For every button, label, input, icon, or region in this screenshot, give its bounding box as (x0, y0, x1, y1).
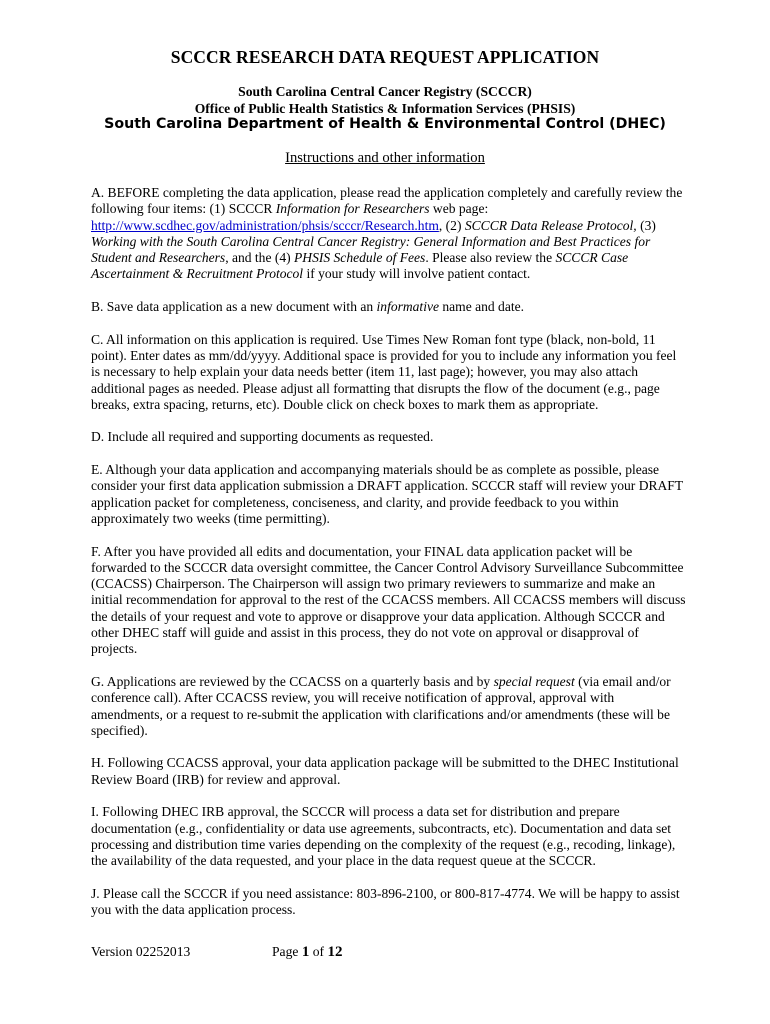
department-name: South Carolina Department of Health & Environmental Control (DHEC) (104, 116, 666, 132)
office-name: Office of Public Health Statistics & Information Services (PHSIS) (194, 101, 576, 116)
research-web-page-link[interactable]: http://www.scdhec.gov/administration/phsis/scccr/Research.htm (91, 217, 439, 233)
paragraph-i: I. Following DHEC IRB approval, the SCCCR will process a data set for distribution and prepare documentation (e.g., confidentiality or data use agreements, subcontracts, etc). Documentation and data set processing and distribution time varies depending on the complexity of the request (e.g., recoding, linkage), the availability of the data requested, and your place in the data request queue at the SCCCR. (91, 804, 676, 869)
page-word: Page (272, 944, 302, 959)
para-a-italic-3: Working with the South Carolina Central Cancer Registry: General Information and Best Practices for Student and Researchers (91, 233, 651, 266)
total-pages: 12 (327, 944, 343, 960)
instructions-heading: Instructions and other information (285, 150, 485, 166)
para-b-text-1: B. Save data application as a new document with an (91, 299, 377, 315)
page-number (272, 944, 342, 961)
page-title: SCCCR RESEARCH DATA REQUEST APPLICATION (170, 47, 600, 67)
version-label: Version 02252013 (91, 944, 191, 959)
para-g-text-2: (via email and/or conference call). After CCACSS review, you will receive notification of approval, approval with amendments, or a request to re-submit the application with clarifications and/or amendments (these will be specified). (91, 673, 671, 738)
paragraph-e: E. Although your data application and accompanying materials should be as complete as possible, please consider your first data application submission a DRAFT application. SCCCR staff will review your DRAFT application packet for completeness, conciseness, and clarity, and provide feedback to you within approximately two weeks (time permitting). (91, 462, 683, 526)
current-page: 1 (301, 944, 310, 960)
para-g-text-1: G. Applications are reviewed by the CCACSS on a quarterly basis and by (91, 673, 494, 689)
para-a-text-6: . Please also review the (425, 250, 556, 266)
para-b-text-2: name and date. (439, 299, 525, 315)
paragraph-g (91, 674, 686, 739)
registry-name: South Carolina Central Cancer Registry (SCCCR) (238, 84, 532, 99)
instructions-body (91, 185, 686, 935)
of-word: of (309, 944, 328, 959)
para-a-text-4: (3) (636, 217, 656, 233)
para-a-text-3: , (2) (438, 217, 465, 233)
para-a-italic-2: SCCCR Data Release Protocol, (464, 217, 637, 233)
para-a-italic-1: Information for Researchers (275, 201, 430, 217)
para-a-italic-5: SCCCR Case Ascertainment & Recruitment Protocol (91, 250, 629, 282)
para-a-text-1: A. BEFORE completing the data application, please read the application completely and carefully review the following four items: (1) SCCCR (91, 185, 683, 217)
paragraph-c: C. All information on this application is required. Use Times New Roman font type (black, non-bold, 11 point). Enter dates as mm/dd/yyyy. Additional space is provided for you to include any information you feel is necessary to help explain your data needs better (item 11, last page); however, you may also attach additional pages as needed. Please adjust all formatting that disrupts the flow of the document (e.g., page breaks, extra spacing, returns, etc). Double click on check boxes to mark them as appropriate. (91, 331, 677, 412)
para-g-italic-1: special request (493, 673, 575, 689)
paragraph-j: J. Please call the SCCCR if you need assistance: 803-896-2100, or 800-817-4774. We will be happy to assist you with the data application process. (91, 885, 680, 918)
para-a-text-7: if your study will involve patient contact. (303, 266, 531, 282)
paragraph-h: H. Following CCACSS approval, your data application package will be submitted to the DHEC Institutional Review Board (IRB) for review and approval. (91, 755, 679, 787)
para-a-italic-4: PHSIS Schedule of Fees (294, 250, 426, 266)
paragraph-d: D. Include all required and supporting documents as requested. (91, 429, 434, 445)
paragraph-a (91, 185, 686, 283)
para-a-text-2: web page: (429, 201, 489, 217)
paragraph-f: F. After you have provided all edits and documentation, your FINAL data application packet will be forwarded to the SCCCR data oversight committee, the Cancer Control Advisory Surveillance Subcommittee (CCACSS) Chairperson. The Chairperson will assign two primary reviewers to summarize and make an initial recommendation for approval to the rest of the CCACSS members. All CCACSS members will discuss the details of your request and vote to approve or disapprove your data application. Although SCCCR and other DHEC staff will guide and assist in this process, they do not vote on approval or disapproval of projects. (91, 543, 686, 657)
para-a-text-5: , and the (4) (225, 250, 295, 266)
para-b-italic-1: informative (376, 299, 439, 315)
paragraph-b (91, 299, 686, 315)
